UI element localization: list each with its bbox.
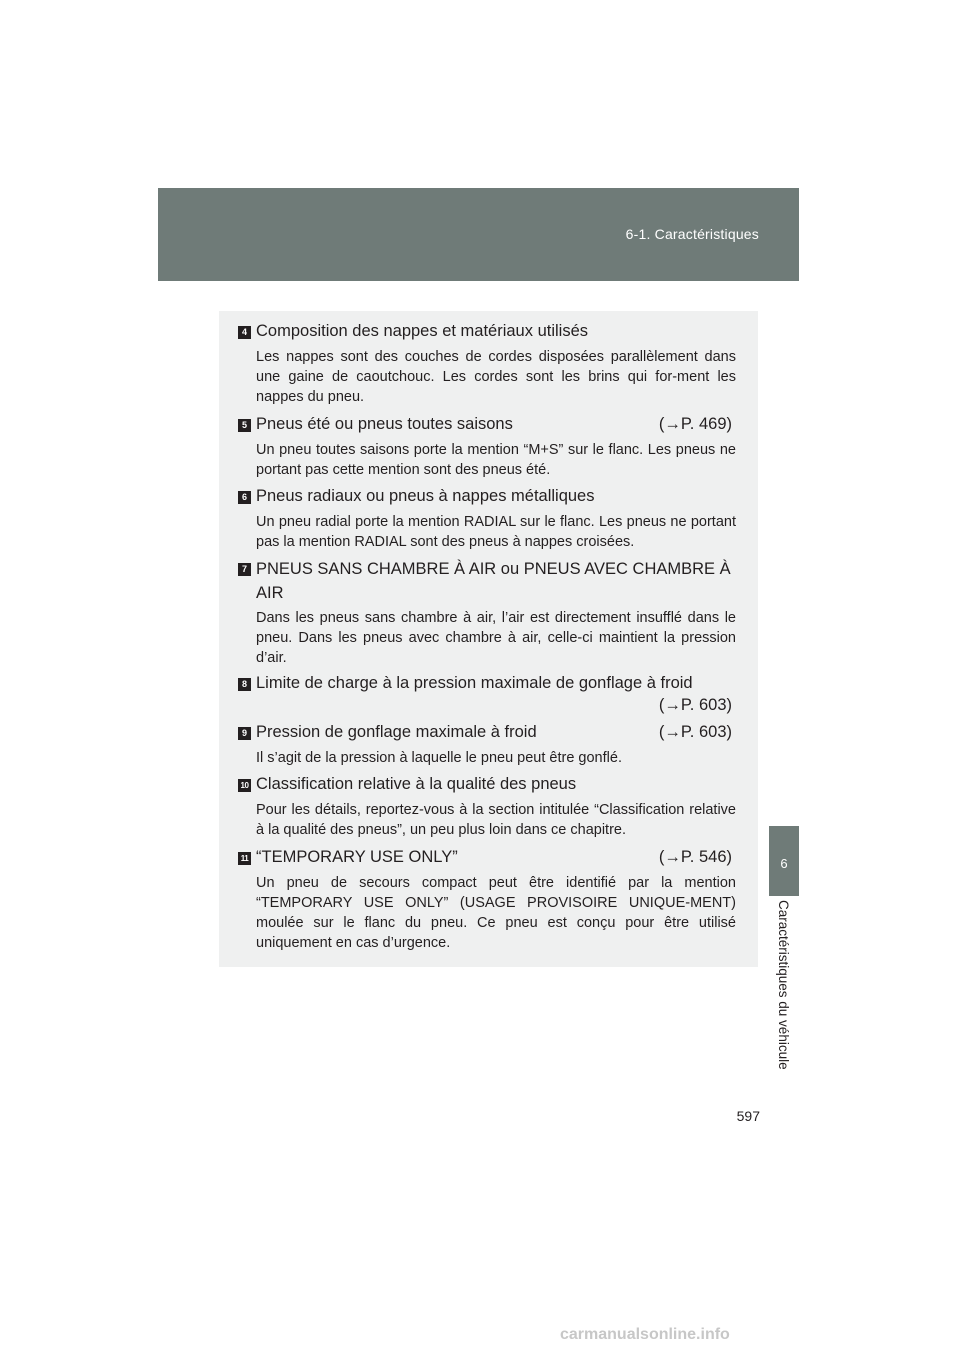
item-title: “TEMPORARY USE ONLY” xyxy=(256,848,458,866)
chapter-number: 6 xyxy=(780,856,788,871)
watermark: carmanualsonline.info xyxy=(560,1326,730,1343)
item-body: Dans les pneus sans chambre à air, l’air est directement insufflé dans le pneu. Dans les pneus avec chambre à air, celle-ci maintient la pression d’air. xyxy=(256,610,736,666)
item-number-badge: 4 xyxy=(238,326,251,339)
item-title: Pneus radiaux ou pneus à nappes métalliques xyxy=(256,487,595,505)
item-title: Classification relative à la qualité des pneus xyxy=(256,775,577,793)
chapter-tab xyxy=(769,826,799,896)
page-reference-link[interactable]: (→P. 603) xyxy=(658,723,732,741)
item-body: Un pneu radial porte la mention RADIAL sur le flanc. Les pneus ne portant pas la mention RADIAL sont des pneus à nappes croisées. xyxy=(256,514,736,550)
item-number-badge: 10 xyxy=(238,779,251,792)
item-title: Composition des nappes et matériaux utilisés xyxy=(256,322,589,340)
item-number-badge: 6 xyxy=(238,491,251,504)
item-body: Un pneu toutes saisons porte la mention “M+S” sur le flanc. Les pneus ne portant pas cette mention sont des pneus été. xyxy=(256,442,736,478)
item-body: Il s’agit de la pression à laquelle le pneu peut être gonflé. xyxy=(256,750,622,766)
item-body: Pour les détails, reportez-vous à la section intitulée “Classification relative à la qualité des pneus”, un peu plus loin dans ce chapitre. xyxy=(256,802,736,838)
item-body: Un pneu de secours compact peut être identifié par la mention “TEMPORARY USE ONLY” (USAGE PROVISOIRE UNIQUE-MENT) moulée sur le flanc du pneu. Ce pneu est conçu pour être utilisé uniquement en cas d’urgence. xyxy=(256,875,736,951)
item-title: Pression de gonflage maximale à froid xyxy=(256,723,537,741)
item-number-badge: 7 xyxy=(238,563,251,576)
page-reference-link[interactable]: (→P. 603) xyxy=(658,696,732,714)
item-number-badge: 5 xyxy=(238,419,251,432)
section-title: 6-1. Caractéristiques xyxy=(625,226,759,242)
item-title: PNEUS SANS CHAMBRE À AIR ou PNEUS AVEC CHAMBRE À AIR xyxy=(256,560,731,602)
item-number-badge: 9 xyxy=(238,727,251,740)
page-reference-link[interactable]: (→P. 469) xyxy=(658,415,732,433)
page-number: 597 xyxy=(736,1108,760,1124)
item-title: Pneus été ou pneus toutes saisons xyxy=(256,415,513,433)
chapter-label-text: Caractéristiques du véhicule xyxy=(776,900,791,1070)
item-title: Limite de charge à la pression maximale de gonflage à froid xyxy=(256,674,693,692)
item-number-badge: 8 xyxy=(238,678,251,691)
header-bar xyxy=(158,188,799,281)
page-reference-link[interactable]: (→P. 546) xyxy=(658,848,732,866)
item-number-badge: 11 xyxy=(238,852,251,865)
item-body: Les nappes sont des couches de cordes disposées parallèlement dans une gaine de caoutchouc. Les cordes sont les brins qui for-ment les nappes du pneu. xyxy=(256,349,736,405)
tire-info-panel xyxy=(219,311,758,967)
